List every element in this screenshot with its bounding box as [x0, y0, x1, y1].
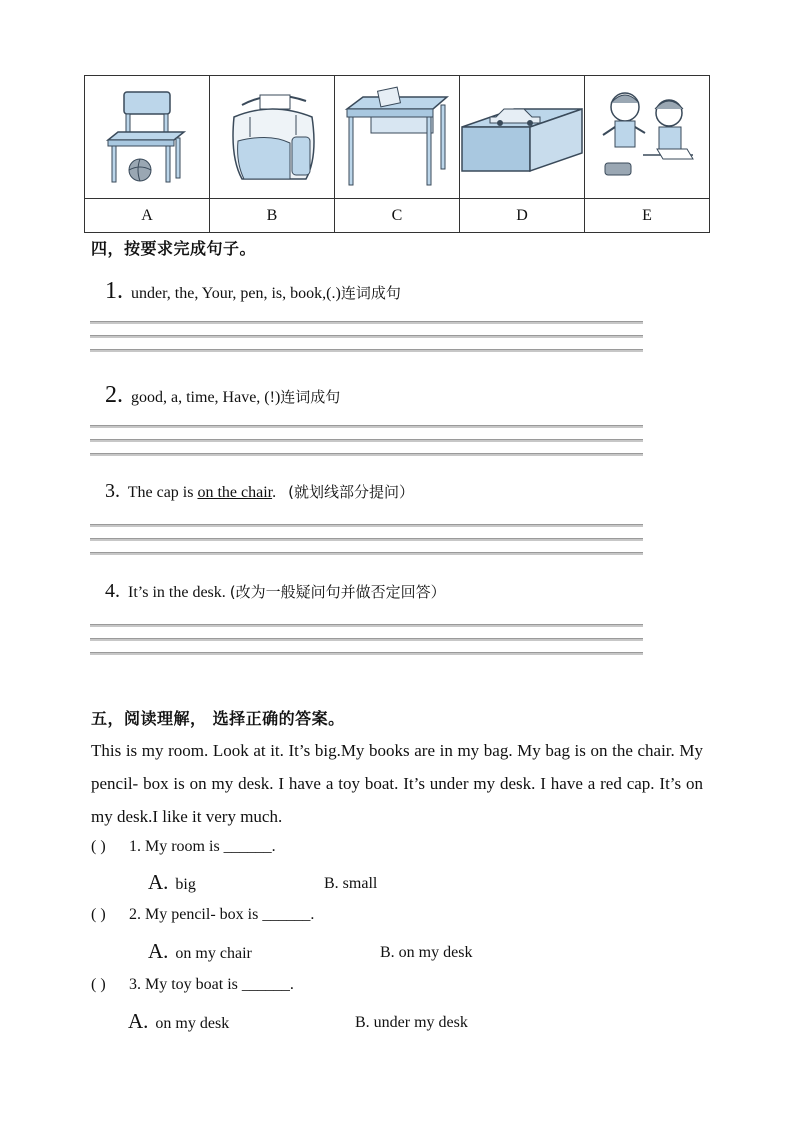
picture-cell-e — [585, 76, 710, 199]
children-icon — [597, 87, 697, 187]
question-instruction: (就划线部分提问） — [288, 483, 414, 501]
chair-icon — [104, 88, 190, 186]
answer-lines-4[interactable] — [90, 624, 643, 666]
answer-lines-2[interactable] — [90, 425, 643, 467]
question-text: The cap is — [124, 484, 198, 501]
question-text: good, a, time, Have, (!) — [127, 389, 281, 406]
underlined-phrase: on the chair — [197, 484, 273, 501]
box-icon — [460, 99, 584, 175]
question-text: It’s in the desk. — [124, 584, 230, 601]
answer-paren[interactable]: ( ) — [91, 976, 106, 993]
s4-question-1 — [105, 278, 401, 305]
question-text: under, the, Your, pen, is, book,(.) — [127, 285, 341, 302]
question-instruction: (改为一般疑问句并做否定回答） — [229, 583, 446, 601]
s4-question-3 — [105, 480, 414, 503]
picture-cell-d — [460, 76, 585, 199]
s4-question-4 — [105, 580, 446, 603]
s4-question-2 — [105, 382, 340, 409]
answer-paren[interactable]: ( ) — [91, 838, 106, 855]
option-b[interactable]: B. under my desk — [355, 1014, 468, 1031]
question-number: 4. — [105, 580, 120, 602]
desk-icon — [343, 85, 451, 189]
option-a[interactable]: A. on my chair — [148, 939, 252, 963]
picture-cell-c — [335, 76, 460, 199]
question-instruction: 连词成句 — [340, 284, 401, 302]
question-number: 2. — [105, 382, 123, 408]
bag-icon — [220, 87, 324, 187]
picture-cell-a — [85, 76, 210, 199]
picture-cell-b — [210, 76, 335, 199]
question-instruction: 连词成句 — [280, 388, 341, 406]
picture-label: E — [585, 199, 710, 233]
mc-question-1 — [91, 838, 276, 856]
option-a[interactable]: A. on my desk — [128, 1009, 230, 1033]
mc-question-3 — [91, 976, 294, 994]
answer-lines-1[interactable] — [90, 321, 643, 363]
picture-table — [84, 75, 710, 233]
answer-paren[interactable]: ( ) — [91, 906, 106, 923]
picture-label: D — [460, 199, 585, 233]
option-b[interactable]: B. small — [324, 875, 378, 892]
answer-lines-3[interactable] — [90, 524, 643, 566]
picture-label: C — [335, 199, 460, 233]
mc-question-2 — [91, 906, 314, 924]
question-text-end: . — [272, 484, 289, 501]
reading-passage: This is my room. Look at it. It’s big.My books are in my bag. My bag is on the chair. My pencil- box is on my desk. I have a toy boat. It’s under my desk. I have a red cap. It’s on my desk.I like it very much. — [91, 741, 703, 826]
section5-heading: 五，阅读理解， 选择正确的答案。 — [91, 709, 345, 728]
question-number: 1. — [105, 278, 123, 304]
question-stem: 1. My room is ______. — [129, 838, 276, 855]
picture-label: A — [85, 199, 210, 233]
section4-heading: 四，按要求完成句子。 — [91, 239, 257, 258]
question-number: 3. — [105, 480, 120, 502]
question-stem: 2. My pencil- box is ______. — [129, 906, 315, 923]
option-b[interactable]: B. on my desk — [380, 944, 473, 961]
option-a[interactable]: A. big — [148, 870, 196, 894]
question-stem: 3. My toy boat is ______. — [129, 976, 294, 993]
picture-label: B — [210, 199, 335, 233]
